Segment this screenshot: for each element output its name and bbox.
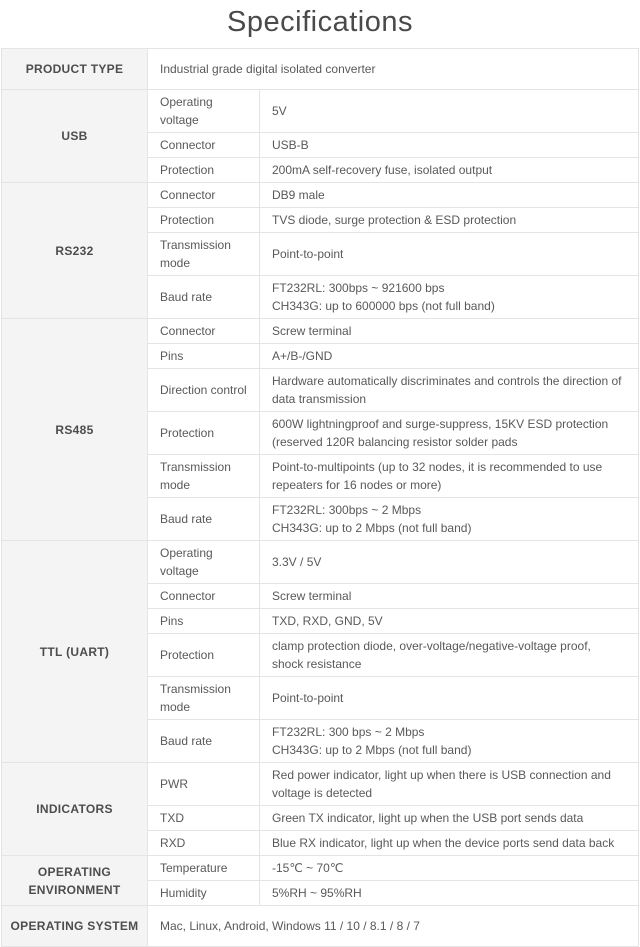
spec-row — [2, 856, 639, 881]
property-cell: Direction control — [148, 369, 260, 412]
value-line: CH343G: up to 2 Mbps (not full band) — [272, 521, 472, 535]
spec-row — [2, 541, 639, 584]
value-cell — [260, 806, 639, 831]
property-cell: Protection — [148, 158, 260, 183]
value-cell — [260, 455, 639, 498]
property-cell: Pins — [148, 344, 260, 369]
category-cell: PRODUCT TYPE — [2, 49, 148, 90]
value-cell — [260, 412, 639, 455]
property-cell: Connector — [148, 183, 260, 208]
property-cell: Connector — [148, 584, 260, 609]
value-line: Point-to-point — [272, 247, 344, 261]
value-cell — [260, 498, 639, 541]
value-cell — [148, 49, 639, 90]
value-line: Industrial grade digital isolated converter — [160, 62, 376, 76]
property-cell: Protection — [148, 634, 260, 677]
property-cell: Connector — [148, 319, 260, 344]
property-cell: Operating voltage — [148, 90, 260, 133]
property-cell: Protection — [148, 208, 260, 233]
value-cell — [260, 634, 639, 677]
value-cell — [260, 183, 639, 208]
category-cell: OPERATING SYSTEM — [2, 906, 148, 947]
spec-row — [2, 906, 639, 947]
value-line: 3.3V / 5V — [272, 555, 322, 569]
category-cell: OPERATING ENVIRONMENT — [2, 856, 148, 906]
spec-row — [2, 49, 639, 90]
value-cell — [260, 541, 639, 584]
specs-table — [1, 48, 639, 947]
property-cell: Pins — [148, 609, 260, 634]
value-line: 5%RH ~ 95%RH — [272, 886, 362, 900]
value-line: 5V — [272, 104, 287, 118]
value-line: Screw terminal — [272, 324, 352, 338]
property-cell: Baud rate — [148, 720, 260, 763]
value-line: Green TX indicator, light up when the USB port sends data — [272, 811, 584, 825]
value-line: TXD, RXD, GND, 5V — [272, 614, 383, 628]
value-line: 600W lightningproof and surge-suppress, 15KV ESD protection (reserved 120R balancing resistor solder pads — [272, 417, 609, 449]
value-cell — [260, 90, 639, 133]
specs-table-body — [2, 49, 639, 947]
value-cell — [148, 906, 639, 947]
value-line: Blue RX indicator, light up when the device ports send data back — [272, 836, 615, 850]
value-cell — [260, 677, 639, 720]
property-cell: Temperature — [148, 856, 260, 881]
value-cell — [260, 584, 639, 609]
category-cell: INDICATORS — [2, 763, 148, 856]
value-cell — [260, 881, 639, 906]
value-line: CH343G: up to 2 Mbps (not full band) — [272, 743, 472, 757]
category-cell: RS232 — [2, 183, 148, 319]
property-cell: Protection — [148, 412, 260, 455]
property-cell: Humidity — [148, 881, 260, 906]
property-cell: Transmission mode — [148, 677, 260, 720]
value-line: Point-to-multipoints (up to 32 nodes, it is recommended to use repeaters for 16 nodes or more) — [272, 460, 603, 492]
value-line: FT232RL: 300bps ~ 921600 bps — [272, 281, 445, 295]
category-cell: RS485 — [2, 319, 148, 541]
value-line: Point-to-point — [272, 691, 344, 705]
value-cell — [260, 344, 639, 369]
property-cell: Transmission mode — [148, 233, 260, 276]
value-cell — [260, 369, 639, 412]
property-cell: Baud rate — [148, 276, 260, 319]
property-cell: PWR — [148, 763, 260, 806]
value-line: clamp protection diode, over-voltage/negative-voltage proof, shock resistance — [272, 639, 591, 671]
value-cell — [260, 276, 639, 319]
value-line: Screw terminal — [272, 589, 352, 603]
value-cell — [260, 133, 639, 158]
value-line: Hardware automatically discriminates and controls the direction of data transmission — [272, 374, 622, 406]
value-line: Red power indicator, light up when there is USB connection and voltage is detected — [272, 768, 611, 800]
property-cell: RXD — [148, 831, 260, 856]
value-line: TVS diode, surge protection & ESD protection — [272, 213, 517, 227]
value-line: CH343G: up to 600000 bps (not full band) — [272, 299, 495, 313]
property-cell: TXD — [148, 806, 260, 831]
value-line: USB-B — [272, 138, 309, 152]
value-cell — [260, 233, 639, 276]
value-cell — [260, 856, 639, 881]
value-line: -15℃ ~ 70℃ — [272, 861, 344, 875]
spec-row — [2, 183, 639, 208]
value-line: FT232RL: 300 bps ~ 2 Mbps — [272, 725, 425, 739]
value-cell — [260, 720, 639, 763]
value-line: 200mA self-recovery fuse, isolated output — [272, 163, 493, 177]
property-cell: Baud rate — [148, 498, 260, 541]
value-line: FT232RL: 300bps ~ 2 Mbps — [272, 503, 422, 517]
spec-row — [2, 319, 639, 344]
value-line: Mac, Linux, Android, Windows 11 / 10 / 8.1 / 8 / 7 — [160, 919, 420, 933]
value-cell — [260, 158, 639, 183]
value-line: DB9 male — [272, 188, 325, 202]
value-cell — [260, 609, 639, 634]
page-title: Specifications — [227, 6, 413, 38]
spec-row — [2, 763, 639, 806]
category-cell: TTL (UART) — [2, 541, 148, 763]
category-cell: USB — [2, 90, 148, 183]
property-cell: Connector — [148, 133, 260, 158]
value-cell — [260, 208, 639, 233]
specifications-page — [0, 6, 640, 947]
value-cell — [260, 831, 639, 856]
property-cell: Operating voltage — [148, 541, 260, 584]
value-cell — [260, 763, 639, 806]
spec-row — [2, 90, 639, 133]
value-line: A+/B-/GND — [272, 349, 333, 363]
property-cell: Transmission mode — [148, 455, 260, 498]
value-cell — [260, 319, 639, 344]
